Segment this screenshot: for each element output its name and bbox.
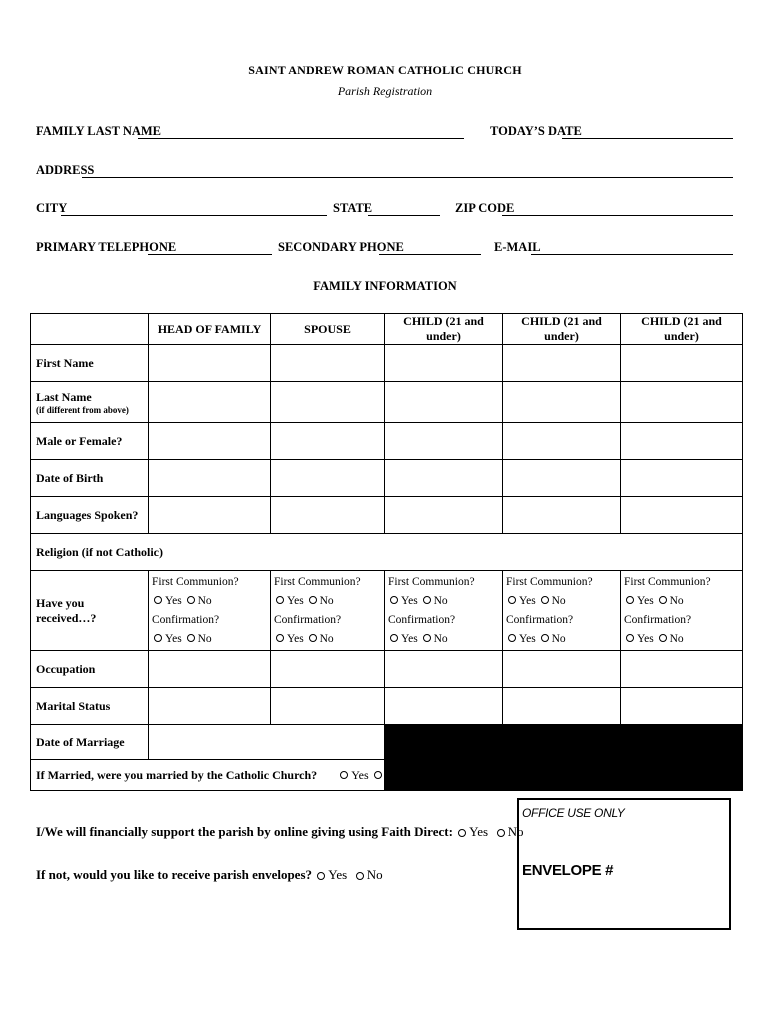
cell-input[interactable] <box>621 651 743 688</box>
blocked-cell <box>621 760 743 791</box>
sacrament-cell <box>149 571 271 651</box>
first-communion-label: First Communion? <box>624 575 711 588</box>
zip-field[interactable] <box>502 215 733 216</box>
cell-input[interactable] <box>149 725 385 760</box>
cell-input[interactable] <box>271 651 385 688</box>
radio-yes[interactable] <box>626 596 634 604</box>
radio-no[interactable] <box>309 596 317 604</box>
primary-phone-label: PRIMARY TELEPHONE <box>36 240 177 254</box>
no-label: No <box>433 594 448 607</box>
cell-input[interactable] <box>621 345 743 382</box>
row-label-occupation: Occupation <box>31 651 149 688</box>
yes-label: Yes <box>287 594 304 607</box>
sacrament-cell <box>385 571 503 651</box>
radio-no[interactable] <box>187 634 195 642</box>
yes-label: Yes <box>519 594 536 607</box>
radio-no[interactable] <box>423 634 431 642</box>
cell-input[interactable] <box>503 497 621 534</box>
family-last-name-label: FAMILY LAST NAME <box>36 124 162 138</box>
last-name-label: Last Name <box>36 389 92 404</box>
no-label: No <box>319 594 334 607</box>
faith-direct-question <box>36 824 523 840</box>
cell-input[interactable] <box>149 423 271 460</box>
row-label-religion: Religion (if not Catholic) <box>31 534 743 571</box>
yes-label: Yes <box>401 632 418 645</box>
envelope-number-label: ENVELOPE # <box>522 862 614 879</box>
cell-input[interactable] <box>149 688 271 725</box>
sacrament-cell <box>503 571 621 651</box>
yes-label: Yes <box>165 594 182 607</box>
cell-input[interactable] <box>149 382 271 423</box>
cell-input[interactable] <box>621 423 743 460</box>
city-field[interactable] <box>61 215 327 216</box>
radio-yes[interactable] <box>508 596 516 604</box>
yes-label: Yes <box>469 824 489 839</box>
primary-phone-field[interactable] <box>148 254 272 255</box>
faith-direct-label: I/We will financially support the parish by online giving using Faith Direct: <box>36 824 453 839</box>
radio-no[interactable] <box>497 829 505 837</box>
radio-no[interactable] <box>374 771 382 779</box>
col-child-1: CHILD (21 and under) <box>385 314 503 345</box>
radio-no[interactable] <box>659 634 667 642</box>
no-label: No <box>507 824 524 839</box>
todays-date-field[interactable] <box>562 138 733 139</box>
no-label: No <box>669 632 684 645</box>
state-field[interactable] <box>368 215 440 216</box>
no-label: No <box>366 867 383 882</box>
radio-yes[interactable] <box>154 634 162 642</box>
no-label: No <box>197 632 212 645</box>
row-label-date-of-marriage: Date of Marriage <box>31 725 149 760</box>
address-field[interactable] <box>82 177 733 178</box>
cell-input[interactable] <box>149 497 271 534</box>
form-subtitle: Parish Registration <box>337 84 433 98</box>
state-label: STATE <box>333 201 373 215</box>
email-label: E-MAIL <box>494 240 541 254</box>
radio-no[interactable] <box>541 634 549 642</box>
cell-input[interactable] <box>503 345 621 382</box>
row-label-dob: Date of Birth <box>31 460 149 497</box>
family-last-name-field[interactable] <box>138 138 464 139</box>
cell-input[interactable] <box>149 345 271 382</box>
married-by-church-label: If Married, were you married by the Catholic Church? <box>36 767 318 782</box>
radio-no[interactable] <box>187 596 195 604</box>
radio-no[interactable] <box>423 596 431 604</box>
blocked-cell <box>503 760 621 791</box>
radio-yes[interactable] <box>626 634 634 642</box>
no-label: No <box>669 594 684 607</box>
city-label: CITY <box>36 201 68 215</box>
cell-input[interactable] <box>271 423 385 460</box>
confirmation-label: Confirmation? <box>388 613 456 626</box>
first-communion-label: First Communion? <box>274 575 361 588</box>
radio-no[interactable] <box>659 596 667 604</box>
radio-yes[interactable] <box>317 872 325 880</box>
blocked-cell <box>503 725 621 760</box>
cell-input[interactable] <box>503 688 621 725</box>
no-label: No <box>319 632 334 645</box>
radio-no[interactable] <box>309 634 317 642</box>
yes-label: Yes <box>287 632 304 645</box>
cell-input[interactable] <box>271 688 385 725</box>
yes-label: Yes <box>637 632 654 645</box>
yes-label: Yes <box>637 594 654 607</box>
yes-label: Yes <box>165 632 182 645</box>
radio-yes[interactable] <box>276 596 284 604</box>
cell-input[interactable] <box>385 497 503 534</box>
cell-input[interactable] <box>271 460 385 497</box>
family-table <box>30 313 743 791</box>
sacrament-cell <box>621 571 743 651</box>
cell-input[interactable] <box>621 688 743 725</box>
no-label: No <box>551 632 566 645</box>
radio-yes[interactable] <box>154 596 162 604</box>
todays-date-label: TODAY’S DATE <box>490 124 582 138</box>
confirmation-label: Confirmation? <box>274 613 342 626</box>
cell-input[interactable] <box>503 460 621 497</box>
cell-input[interactable] <box>503 423 621 460</box>
cell-input[interactable] <box>271 382 385 423</box>
confirmation-label: Confirmation? <box>624 613 692 626</box>
row-label-marital: Marital Status <box>31 688 149 725</box>
church-name: SAINT ANDREW ROMAN CATHOLIC CHURCH <box>248 63 522 77</box>
header-blank <box>31 314 149 345</box>
confirmation-label: Confirmation? <box>506 613 574 626</box>
secondary-phone-field[interactable] <box>379 254 481 255</box>
secondary-phone-label: SECONDARY PHONE <box>278 240 404 254</box>
no-label: No <box>197 594 212 607</box>
cell-input[interactable] <box>149 651 271 688</box>
cell-input[interactable] <box>503 651 621 688</box>
cell-input[interactable] <box>503 382 621 423</box>
cell-input[interactable] <box>621 382 743 423</box>
envelopes-question <box>36 867 383 883</box>
zip-label: ZIP CODE <box>455 201 515 215</box>
row-label-received: Have you received…? <box>31 571 149 651</box>
cell-input[interactable] <box>385 688 503 725</box>
family-information-heading: FAMILY INFORMATION <box>313 279 457 293</box>
no-label: No <box>433 632 448 645</box>
married-by-church-row <box>31 760 400 791</box>
cell-input[interactable] <box>385 382 503 423</box>
cell-input[interactable] <box>385 345 503 382</box>
col-child-2: CHILD (21 and under) <box>503 314 621 345</box>
cell-input[interactable] <box>149 460 271 497</box>
cell-input[interactable] <box>385 423 503 460</box>
radio-yes[interactable] <box>276 634 284 642</box>
radio-no[interactable] <box>356 872 364 880</box>
cell-input[interactable] <box>621 460 743 497</box>
row-label-gender: Male or Female? <box>31 423 149 460</box>
yes-label: Yes <box>401 594 418 607</box>
radio-yes[interactable] <box>340 771 348 779</box>
cell-input[interactable] <box>271 345 385 382</box>
yes-label: Yes <box>519 632 536 645</box>
envelopes-label: If not, would you like to receive parish envelopes? <box>36 867 313 882</box>
cell-input[interactable] <box>385 460 503 497</box>
blocked-cell <box>621 725 743 760</box>
row-label-languages: Languages Spoken? <box>31 497 149 534</box>
email-field[interactable] <box>531 254 733 255</box>
office-use-title: OFFICE USE ONLY <box>522 806 625 820</box>
radio-yes[interactable] <box>458 829 466 837</box>
row-label-first-name: First Name <box>31 345 149 382</box>
yes-label: Yes <box>351 767 369 782</box>
last-name-note: (if different from above) <box>36 404 129 415</box>
no-label: No <box>384 767 400 782</box>
col-child-3: CHILD (21 and under) <box>621 314 743 345</box>
office-use-box <box>517 798 731 930</box>
radio-yes[interactable] <box>508 634 516 642</box>
col-spouse: SPOUSE <box>271 314 385 345</box>
row-label-last-name <box>31 382 149 423</box>
yes-label: Yes <box>328 867 348 882</box>
no-label: No <box>551 594 566 607</box>
cell-input[interactable] <box>385 651 503 688</box>
radio-yes[interactable] <box>390 634 398 642</box>
first-communion-label: First Communion? <box>388 575 475 588</box>
col-head-of-family: HEAD OF FAMILY <box>149 314 271 345</box>
address-label: ADDRESS <box>36 163 95 177</box>
cell-input[interactable] <box>271 497 385 534</box>
radio-no[interactable] <box>541 596 549 604</box>
radio-yes[interactable] <box>390 596 398 604</box>
cell-input[interactable] <box>621 497 743 534</box>
first-communion-label: First Communion? <box>506 575 593 588</box>
confirmation-label: Confirmation? <box>152 613 220 626</box>
blocked-cell <box>385 760 503 791</box>
sacrament-cell <box>271 571 385 651</box>
blocked-cell <box>385 725 503 760</box>
first-communion-label: First Communion? <box>152 575 239 588</box>
